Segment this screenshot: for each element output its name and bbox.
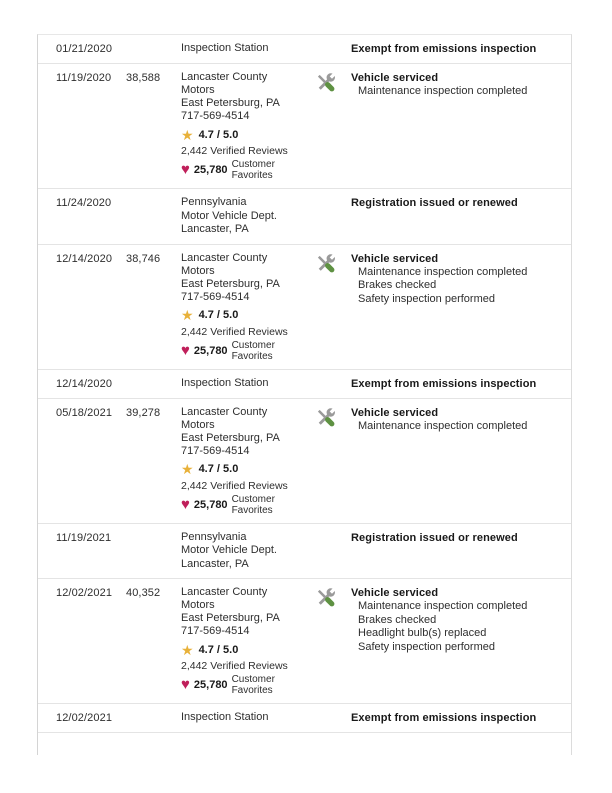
table-empty-space <box>38 733 571 793</box>
history-row <box>38 579 571 704</box>
record-mileage <box>126 42 181 56</box>
record-description <box>351 377 563 391</box>
event-title: Vehicle serviced <box>351 72 439 84</box>
dealer-reviews: 2,442 Verified Reviews <box>181 479 288 492</box>
record-date: 11/19/2021 <box>56 531 112 544</box>
record-date: 11/24/2020 <box>56 197 112 209</box>
event-title: Vehicle serviced <box>351 252 439 265</box>
dealer-rating: ★ 4.7 / 5.0 <box>181 307 239 323</box>
record-mileage: 38,588 <box>126 72 161 84</box>
record-description <box>351 711 563 725</box>
dealer-name: Lancaster County <box>181 71 268 83</box>
record-description <box>351 71 563 181</box>
event-detail: Maintenance inspection completed <box>358 419 528 432</box>
dealer-name: Motors <box>181 84 215 96</box>
event-title: Exempt from emissions inspection <box>351 712 537 724</box>
dealer-phone: 717-569-4514 <box>181 625 250 637</box>
record-description <box>351 252 563 362</box>
record-description <box>351 42 563 56</box>
record-source: Inspection Station <box>181 711 269 723</box>
record-icon-cell <box>314 377 351 391</box>
dealer-phone: 717-569-4514 <box>181 290 250 303</box>
service-tools-icon <box>314 586 337 609</box>
record-mileage: 38,746 <box>126 252 161 265</box>
service-tools-icon <box>314 252 337 275</box>
event-title: Registration issued or renewed <box>351 531 518 544</box>
dealer-address: East Petersburg, PA <box>181 97 280 109</box>
dealer-address: East Petersburg, PA <box>181 277 280 290</box>
event-detail: Maintenance inspection completed <box>358 85 528 97</box>
record-mileage <box>126 531 181 572</box>
record-date: 12/02/2021 <box>56 712 113 724</box>
record-mileage: 39,278 <box>126 406 161 419</box>
event-detail: Safety inspection performed <box>358 640 495 653</box>
record-source: Inspection Station <box>181 376 269 389</box>
record-source: Inspection Station <box>181 42 269 54</box>
favorites-label: Customer Favorites <box>231 159 275 181</box>
record-date: 12/14/2020 <box>56 252 113 265</box>
favorites-label: Customer Favorites <box>231 339 275 362</box>
record-mileage: 40,352 <box>126 587 161 599</box>
record-date: 05/18/2021 <box>56 406 113 419</box>
dealer-reviews: 2,442 Verified Reviews <box>181 325 288 338</box>
event-detail: Maintenance inspection completed <box>358 600 528 612</box>
event-detail: Headlight bulb(s) replaced <box>358 627 487 639</box>
record-icon-cell <box>314 406 351 516</box>
history-row <box>38 189 571 245</box>
dealer-favorites: ♥ 25,780 Customer Favorites <box>181 339 275 362</box>
dealer-rating: ★ 4.7 / 5.0 <box>181 126 239 143</box>
event-detail: Maintenance inspection completed <box>358 265 528 278</box>
history-row <box>38 704 571 733</box>
record-source: Pennsylvania Motor Vehicle Dept. Lancaster, PA <box>181 530 277 570</box>
heart-icon: ♥ <box>181 676 190 693</box>
record-icon-cell <box>314 42 351 56</box>
service-tools-icon <box>314 406 337 429</box>
record-description <box>351 196 563 237</box>
dealer-favorites: ♥ 25,780 Customer Favorites <box>181 493 275 516</box>
record-description <box>351 586 563 696</box>
record-date: 11/19/2020 <box>56 72 112 84</box>
dealer-favorites: ♥ 25,780 Customer Favorites <box>181 674 275 696</box>
dealer-favorites: ♥ 25,780 Customer Favorites <box>181 159 275 181</box>
dealer-name: Motors <box>181 418 215 431</box>
dealer-name: Lancaster County <box>181 586 268 598</box>
favorites-label: Customer Favorites <box>231 493 275 516</box>
record-date: 12/14/2020 <box>56 377 113 390</box>
history-row <box>38 524 571 580</box>
event-title: Exempt from emissions inspection <box>351 43 537 55</box>
record-mileage <box>126 196 181 237</box>
dealer-info <box>181 71 314 181</box>
record-source: Pennsylvania Motor Vehicle Dept. Lancaster, PA <box>181 196 277 235</box>
dealer-name: Lancaster County <box>181 405 268 418</box>
dealer-info <box>181 406 314 516</box>
record-date: 01/21/2020 <box>56 43 113 55</box>
dealer-name: Motors <box>181 599 215 611</box>
star-icon: ★ <box>181 641 194 658</box>
dealer-name: Lancaster County <box>181 251 268 264</box>
vehicle-history-table <box>37 34 572 755</box>
dealer-address: East Petersburg, PA <box>181 431 280 444</box>
dealer-reviews: 2,442 Verified Reviews <box>181 145 288 157</box>
history-row <box>38 35 571 64</box>
star-icon: ★ <box>181 126 194 143</box>
record-mileage <box>126 377 181 391</box>
star-icon: ★ <box>181 307 194 323</box>
record-description <box>351 531 563 572</box>
dealer-info <box>181 252 314 362</box>
history-row <box>38 399 571 524</box>
event-detail: Brakes checked <box>358 279 437 291</box>
record-icon-cell <box>314 71 351 181</box>
star-icon: ★ <box>181 461 194 477</box>
record-icon-cell <box>314 711 351 725</box>
dealer-name: Motors <box>181 264 215 277</box>
heart-icon: ♥ <box>181 161 190 178</box>
dealer-phone: 717-569-4514 <box>181 110 250 122</box>
event-title: Vehicle serviced <box>351 587 439 599</box>
history-row <box>38 64 571 189</box>
heart-icon: ♥ <box>181 495 190 513</box>
event-title: Exempt from emissions inspection <box>351 377 537 390</box>
record-icon-cell <box>314 252 351 362</box>
record-date: 12/02/2021 <box>56 587 113 599</box>
event-detail: Safety inspection performed <box>358 292 495 305</box>
record-icon-cell <box>314 586 351 696</box>
dealer-address: East Petersburg, PA <box>181 612 280 624</box>
event-detail: Brakes checked <box>358 613 437 626</box>
record-icon-cell <box>314 196 351 237</box>
record-mileage <box>126 711 181 725</box>
history-row <box>38 370 571 399</box>
favorites-label: Customer Favorites <box>231 674 275 696</box>
heart-icon: ♥ <box>181 341 190 359</box>
event-title: Registration issued or renewed <box>351 197 518 209</box>
record-icon-cell <box>314 531 351 572</box>
dealer-rating: ★ 4.7 / 5.0 <box>181 461 239 477</box>
event-title: Vehicle serviced <box>351 406 439 419</box>
dealer-phone: 717-569-4514 <box>181 444 250 457</box>
record-description <box>351 406 563 516</box>
service-tools-icon <box>314 71 337 94</box>
dealer-reviews: 2,442 Verified Reviews <box>181 660 288 672</box>
history-row <box>38 245 571 370</box>
dealer-info <box>181 586 314 696</box>
dealer-rating: ★ 4.7 / 5.0 <box>181 641 239 658</box>
